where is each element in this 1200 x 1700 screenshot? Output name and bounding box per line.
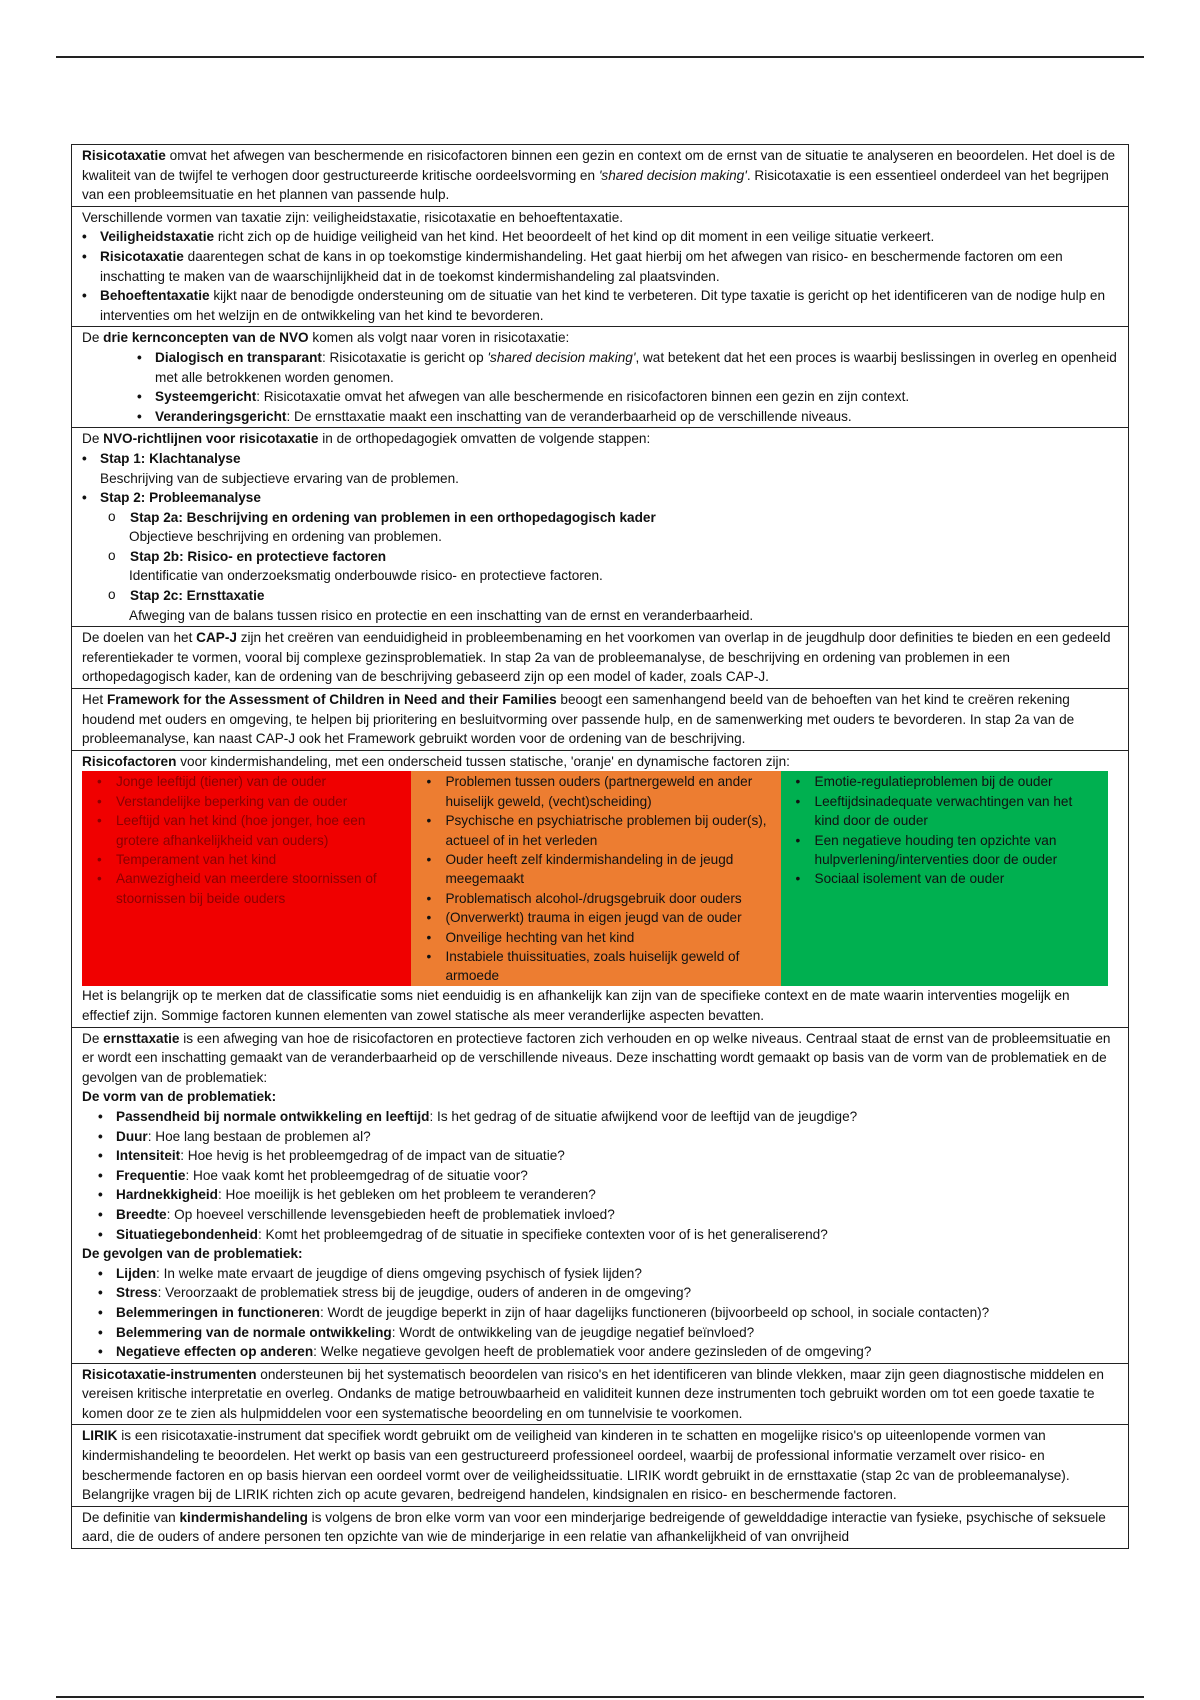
item-term: Negatieve effecten op anderen [116,1344,314,1360]
framework-cell: Het Framework for the Assessment of Children in Need and their Families beoogt een samenhangend beeld van de behoeften van het kind te creëren rekening houdend met ouders en omgeving, te helpen bij prioritering en besluitvorming over passende hulp, en de samenwerking met ouders te bevorderen. In stap 2a van de probleemanalyse, kan naast CAP-J ook het Framework gebruikt worden voor de ordening van de beschrijving. [72,689,1128,751]
item-text: kijkt naar de benodigde ondersteuning om de situatie van het kind te verbeteren. Dit type taxatie is gericht op het identificeren van de nodige hulp en interventies om het welzijn en de ontwikkeling van het kind te bevorderen. [100,288,1106,323]
forms-cell [72,207,1128,328]
item-term: Hardnekkigheid [116,1187,218,1203]
header-rule [56,56,1144,58]
list-item [82,247,1118,286]
footer-rule [56,1696,1144,1698]
severity-cell [72,1028,1128,1364]
item-term: Veiligheidstaxatie [100,229,215,245]
item-term: Dialogisch en transparant [155,349,322,365]
consequences-list [82,1264,1118,1362]
item-text: : Risicotaxatie is gericht op [321,349,488,365]
capj-cell: De doelen van het CAP-J zijn het creëren van eenduidigheid in probleembenaming en het voorkomen van overlap in de jeugdhulp door definities te bieden en een gedeeld referentiekader te vormen, vooral bij complexe gezinsproblematiek. In stap 2a van de probleemanalyse, de beschrijving en ordening van problemen in een orthopedagogisch kader, kan de ordening van de beschrijving gebaseerd zijn op een model of kader, zoals CAP-J. [72,627,1128,689]
orange-factor-item: • Onveilige hechting van het kind [419,928,772,947]
item-term: Behoeftentaxatie [100,288,210,304]
dynamic-factor-item: • Leeftijdsinadequate verwachtingen van het kind door de ouder [789,792,1100,831]
forms-intro: Verschillende vormen van taxatie zijn: veiligheidstaxatie, risicotaxatie en behoeftentaxatie. [82,209,624,225]
orange-factor-item: • (Onverwerkt) trauma in eigen jeugd van de ouder [419,908,772,927]
item-text: richt zich op de huidige veiligheid van het kind. Het beoordeelt of het kind op dit moment in een veilige situatie verkeert. [214,229,935,245]
riskfactors-note: Het is belangrijk op te merken dat de classificatie soms niet eenduidig is en afhankelijk kan zijn van de specifieke context en de mate waarin interventies mogelijk en effectief zijn. Sommige factoren kunnen elementen van zowel statische als meer veranderlijke aspecten bevatten. [82,988,1070,1023]
list-item [98,1166,1118,1186]
item-text: daarentegen schat de kans in op toekomstige kindermishandeling. Het gaat hierbij om het afwegen van risico- en beschermende factoren om een inschatting te maken van de waarschijnlijkheid dat in de toekomst kindermishandeling zal plaatsvinden. [100,248,1063,284]
list-item [98,1225,1118,1245]
dynamic-factor-item: • Een negatieve houding ten opzichte van hulpverlening/interventies door de ouder [789,831,1100,870]
step1-desc: Beschrijving van de subjectieve ervaring van de problemen. [100,470,459,486]
list-item [98,1185,1118,1205]
item-term: Systeemgericht [155,389,257,405]
list-item: o Stap 2b: Risico- en protectieve factoren [108,547,1118,567]
list-item [98,1303,1118,1323]
orange-factor-item: • Problemen tussen ouders (partnergeweld en ander huiselijk geweld, (vecht)scheiding) [419,772,772,811]
item-text: , wat betekent dat het een proces is waarbij beslissingen in overleg en openheid met alle betrokkenen worden genomen. [155,349,1117,385]
item-term: Belemmering van de normale ontwikkeling [116,1324,392,1340]
item-text: : Op hoeveel verschillende levensgebieden heeft de problematiek invloed? [166,1206,615,1222]
list-item [98,1323,1118,1343]
static-factor-item: • Temperament van het kind [90,850,403,869]
term-risicotaxatie: Risicotaxatie [82,148,166,163]
item-term: Breedte [116,1206,167,1222]
static-factor-item: • Leeftijd van het kind (hoe jonger, hoe een grotere afhankelijkheid van ouders) [90,811,403,850]
steps-list [82,449,1118,469]
list-item [98,1264,1118,1284]
dynamic-factor-item: • Sociaal isolement van de ouder [789,869,1100,888]
form-list [82,1107,1118,1244]
list-item [98,1146,1118,1166]
risk-factor-grid [82,771,1108,986]
static-factor-item: • Verstandelijke beperking van de ouder [90,792,403,811]
item-term: Veranderingsgericht [155,408,287,424]
list-item: o Stap 2a: Beschrijving en ordening van problemen in een orthopedagogisch kader [108,508,1118,528]
definition-cell: De definitie van kindermishandeling is volgens de bron elke vorm van voor een minderjarige bedreigende of gewelddadige interactie van fysieke, psychische of seksuele aard, die de ouders of andere personen ten opzichte van wie de minderjarige in een relatie van afhankelijkheid of van onvrijheid [82,1509,1106,1545]
item-text: : Hoe lang bestaan de problemen al? [147,1128,371,1144]
item-text: : Veroorzaakt de problematiek stress bij de jeugdige, ouders of anderen in de omgeving? [157,1285,692,1301]
item-term: Passendheid bij normale ontwikkeling en leeftijd [116,1108,430,1124]
riskfactors-intro: Risicofactoren voor kindermishandeling, met een onderscheid tussen statische, 'oranje' en dynamische factoren zijn: [82,753,790,769]
step2b-desc: Identificatie van onderzoeksmatig onderbouwde risico- en protectieve factoren. [129,568,603,584]
list-item [137,407,1118,427]
summary-table [71,144,1129,1549]
term-capj: CAP-J [196,630,237,646]
instruments-cell: Risicotaxatie-instrumenten ondersteunen bij het systematisch beoordelen van risico's en het identificeren van blinde vlekken, maar zijn geen diagnostische middelen en vereisen kritische interpretatie en overleg. Ondanks de matige betrouwbaarheid en validiteit kunnen deze instrumenten toch gebruikt worden om tot een goede taxatie te komen door ze te zien als hulpmiddelen voor een systematische beoordeling en om tunnelvisie te voorkomen. [72,1364,1128,1426]
intro-italic: 'shared decision making' [598,167,747,183]
list-item: • Stap 1: Klachtanalyse [82,449,1118,469]
core-cell [72,327,1128,428]
item-text: : Welke negatieve gevolgen heeft de problematiek voor andere gezinsleden of de omgeving? [313,1344,872,1360]
orange-factor-item: • Instabiele thuissituaties, zoals huiselijk geweld of armoede [419,947,772,986]
item-text: : Is het gedrag of de situatie afwijkend voor de leeftijd van de jeugdige? [429,1108,858,1124]
item-text: : Risicotaxatie omvat het afwegen van alle beschermende en risicofactoren binnen een gezin en zijn context. [256,389,910,405]
orange-factor-item: • Ouder heeft zelf kindermishandeling in de jeugd meegemaakt [419,850,772,889]
item-term: Lijden [116,1265,157,1281]
steps-list-2 [82,488,1118,527]
list-item: • Stap 2: Probleemanalyse [82,488,1118,508]
item-text: : Wordt de jeugdige beperkt in zijn of haar dagelijks functioneren (bijvoorbeeld op school, in sociale contacten)? [319,1304,990,1320]
item-text: : Hoe hevig is het probleemgedrag of de impact van de situatie? [180,1148,565,1164]
step2c-desc: Afweging van de balans tussen risico en protectie en een inschatting van de ernst en veranderbaarheid. [129,607,754,623]
intro-text-end: . Risicotaxatie is een essentieel onderdeel van het begrijpen van een probleemsituatie en het plannen van passende hulp. [82,167,1109,203]
steps-cell [72,428,1128,627]
list-item [98,1205,1118,1225]
orange-factors-column [411,771,780,986]
item-term: Intensiteit [116,1148,181,1164]
term-kindermishandeling: kindermishandeling [179,1509,308,1525]
static-factor-item: • Aanwezigheid van meerdere stoornissen of stoornissen bij beide ouders [90,869,403,908]
dynamic-factor-item: • Emotie-regulatieproblemen bij de ouder [789,772,1100,791]
core-list [82,348,1118,426]
list-item [82,286,1118,325]
item-term: Frequentie [116,1167,186,1183]
static-factor-item: • Jonge leeftijd (tiener) van de ouder [90,772,403,791]
item-term: Belemmeringen in functioneren [116,1304,320,1320]
item-term: Risicotaxatie [100,248,184,264]
step2a-desc: Objectieve beschrijving en ordening van problemen. [129,529,442,545]
orange-factor-item: • Psychische en psychiatrische problemen bij ouder(s), actueel of in het verleden [419,811,772,850]
form-heading: De vorm van de problematiek: [82,1089,277,1105]
severity-intro: De ernsttaxatie is een afweging van hoe de risicofactoren en protectieve factoren zich verhouden en op welke niveaus. Centraal staat de ernst van de probleemsituatie en er wordt een inschatting gemaakt van de veranderbaarheid op de verschillende niveaus. Deze inschatting wordt gemaakt op basis van de vorm van de problematiek en de gevolgen van de problematiek: [82,1030,1111,1085]
riskfactors-cell [72,751,1128,1028]
forms-list [82,227,1118,325]
list-item [98,1283,1118,1303]
item-term: Situatiegebondenheid [116,1226,258,1242]
item-italic: 'shared decision making' [487,349,636,365]
term-instruments: Risicotaxatie-instrumenten [82,1366,257,1382]
item-term: Duur [116,1128,148,1144]
lirik-cell: LIRIK is een risicotaxatie-instrument dat specifiek wordt gebruikt om de veiligheid van kinderen in te schatten en mogelijke risico's op uiteenlopende vormen van kindermishandeling te beoordelen. Het werkt op basis van een gestructureerd professioneel oordeel, waarbij de professional informatie verzamelt over risico- en beschermende factoren en op basis hiervan een oordeel vormt over de veiligheidssituatie. LIRIK wordt gebruikt in de ernsttaxatie (stap 2c van de probleemanalyse). Belangrijke vragen bij de LIRIK richten zich op acute gevaren, bedreigend handelen, kindsignalen en risico- en beschermende factoren. [72,1425,1128,1506]
list-item [98,1127,1118,1147]
item-text: : Komt het probleemgedrag of de situatie in specifieke contexten voor of is het generaliserend? [257,1226,828,1242]
orange-factor-item: • Problematisch alcohol-/drugsgebruik door ouders [419,889,772,908]
list-item [98,1342,1118,1362]
item-text: : In welke mate ervaart de jeugdige of diens omgeving psychisch of fysiek lijden? [156,1265,642,1281]
intro-cell [72,145,1128,207]
list-item [137,348,1118,387]
item-text: : Wordt de ontwikkeling van de jeugdige negatief beïnvloed? [391,1324,755,1340]
list-item: o Stap 2c: Ernsttaxatie [108,586,1118,606]
steps-intro: De NVO-richtlijnen voor risicotaxatie in de orthopedagogiek omvatten de volgende stappen: [82,431,651,447]
term-lirik: LIRIK [82,1428,118,1444]
term-framework: Framework for the Assessment of Children in Need and their Families [106,692,557,708]
static-factors-column [82,771,411,986]
item-text: : De ernsttaxatie maakt een inschatting van de veranderbaarheid op de verschillende niveaus. [286,408,852,424]
list-item [82,227,1118,247]
dynamic-factors-column [781,771,1108,986]
consequences-heading: De gevolgen van de problematiek: [82,1246,303,1262]
core-intro: De drie kernconcepten van de NVO komen als volgt naar voren in risicotaxatie: [82,330,570,346]
item-text: : Hoe vaak komt het probleemgedrag of de situatie voor? [185,1167,528,1183]
steps-list-4 [82,586,1118,606]
intro-text: omvat het afwegen van beschermende en risicofactoren binnen een gezin en context om de ernst van de situatie te analyseren en beoordelen. Het doel is de kwaliteit van de twijfel te verhogen door gestructureerde kritische oordeelsvorming en [82,148,1116,183]
steps-list-3 [82,547,1118,567]
list-item [137,387,1118,407]
item-text: : Hoe moeilijk is het gebleken om het probleem te veranderen? [217,1187,596,1203]
item-term: Stress [116,1285,158,1301]
list-item [98,1107,1118,1127]
